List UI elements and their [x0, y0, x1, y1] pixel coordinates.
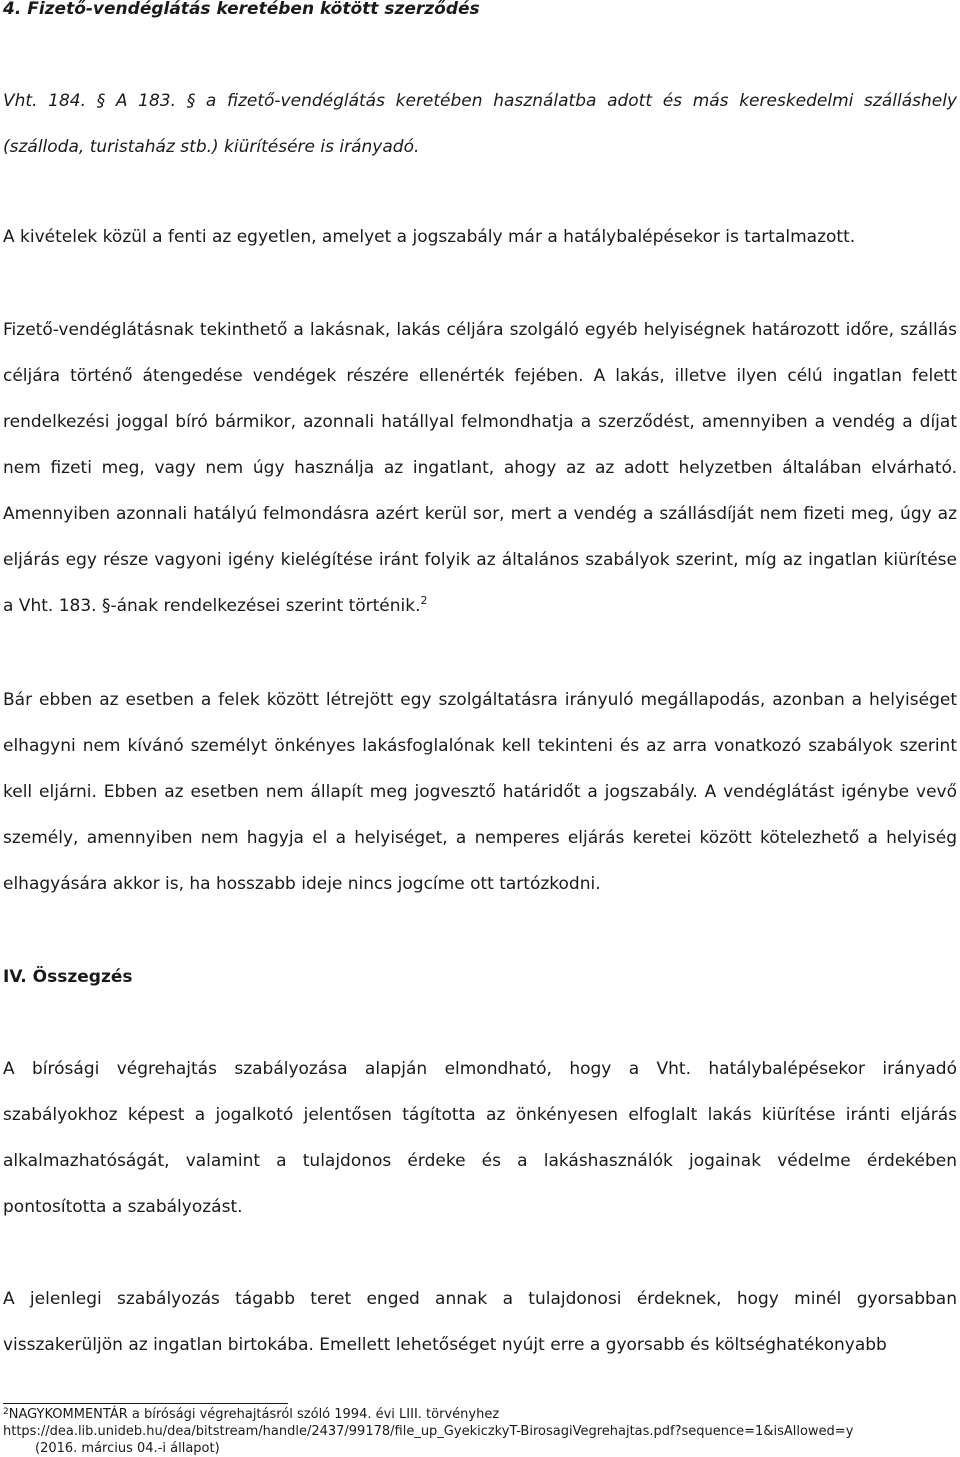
paragraph-agreement: Bár ebben az esetben a felek között létrejött egy szolgáltatásra irányuló megállapodás, azonban a helyiséget elhagyni nem kívánó személyt önkényes lakásfoglalónak kell tekinteni és az arra vonatkozó szabályok szerint kell eljárni. Ebben az esetben nem állapít meg jogvesztő határidőt a jogszabály. A vendéglátást igénybe vevő személy, amennyiben nem hagyja el a helyiséget, a nemperes eljárás keretei között kötelezhető a helyiség elhagyására akkor is, ha hosszabb ideje nincs jogcíme ott tartózkodni.: [3, 690, 957, 894]
footnote-url[interactable]: https://dea.lib.unideb.hu/dea/bitstream/handle/2437/99178/file_up_GyekiczkyT-BirosagiVegrehajtas.pdf?sequence=1&isAllowed=y: [3, 1424, 854, 1439]
intro-paragraph: Vht. 184. § A 183. § a fizető-vendéglátás keretében használatba adott és más kereskedelmi szálláshely (szálloda, turistaház stb.) kiürítésére is irányadó.: [3, 91, 957, 157]
footnote-number: 2: [3, 1407, 9, 1417]
paragraph-definition: [3, 307, 957, 629]
footnote-separator: [3, 1403, 288, 1404]
paragraph-summary: A bírósági végrehajtás szabályozása alapján elmondható, hogy a Vht. hatálybalépésekor irányadó szabályokhoz képest a jogalkotó jelentősen tágította az önkényesen elfoglalt lakás kiürítése iránti eljárás alkalmazhatóságát, valamint a tulajdonos érdeke és a lakáshasználók jogainak védelme érdekében pontosította a szabályozást.: [3, 1059, 957, 1217]
footnote-date: (2016. március 04.-i állapot): [35, 1441, 220, 1456]
footnote-reference: 2: [420, 594, 428, 607]
footnote-text: NAGYKOMMENTÁR a bírósági végrehajtásról szóló 1994. évi LIII. törvényhez: [8, 1407, 500, 1422]
subsection-title: IV. Összegzés: [3, 967, 133, 987]
paragraph-exceptions: A kivételek közül a fenti az egyetlen, amelyet a jogszabály már a hatálybalépésekor is tartalmazott.: [3, 227, 856, 247]
paragraph-current-rules: A jelenlegi szabályozás tágabb teret enged annak a tulajdonosi érdeknek, hogy minél gyorsabban visszakerüljön az ingatlan birtokába. Emellett lehetőséget nyújt erre a gyorsabb és költséghatékonyabb: [3, 1289, 957, 1355]
footnote-line-1: [3, 1406, 957, 1423]
paragraph-definition-text: Fizető-vendéglátásnak tekinthető a lakásnak, lakás céljára szolgáló egyéb helyiségnek határozott időre, szállás céljára történő átengedése vendégek részére ellenérték fejében. A lakás, illetve ilyen célú ingatlan felett rendelkezési joggal bíró bármikor, azonnali hatállyal felmondhatja a szerződést, amennyiben a vendég a díjat nem fizeti meg, vagy nem úgy használja az ingatlant, ahogy az az adott helyzetben általában elvárható. Amennyiben azonnali hatályú felmondásra azért kerül sor, mert a vendég a szállásdíját nem fizeti meg, úgy az eljárás egy része vagyoni igény kielégítése iránt folyik az általános szabályok szerint, míg az ingatlan kiürítése a Vht. 183. §-ának rendelkezései szerint történik.: [3, 320, 957, 616]
footnote: [3, 1406, 957, 1457]
section-title: 4. Fizető-vendéglátás keretében kötött szerződés: [3, 0, 480, 19]
